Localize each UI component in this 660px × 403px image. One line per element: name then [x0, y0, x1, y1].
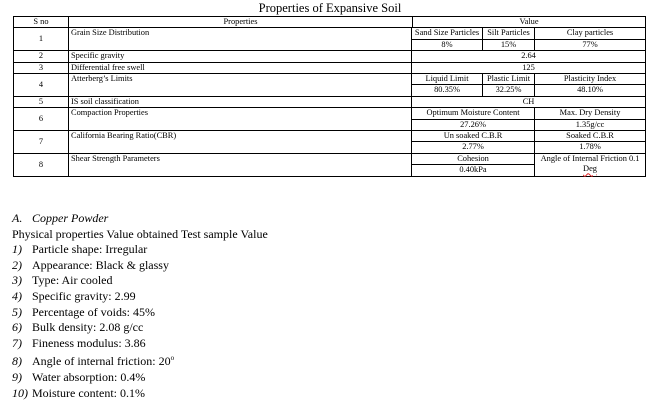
- table-row: [14, 96, 646, 107]
- cell-value: 1.35g/cc: [535, 119, 646, 130]
- row-property: IS soil classification: [69, 96, 412, 107]
- friction-cell: [535, 153, 646, 176]
- copper-powder-section: [12, 211, 268, 401]
- list-number: 5): [12, 304, 22, 319]
- list-item: [12, 305, 268, 321]
- header-value: Value: [413, 17, 646, 28]
- list-text: Type: Air cooled: [32, 273, 113, 288]
- header-properties: Properties: [69, 17, 413, 28]
- cell-label: Plastic Limit: [483, 74, 535, 85]
- list-number: 7): [12, 335, 22, 350]
- list-text: Particle shape: Irregular: [32, 242, 148, 257]
- list-text: Fineness modulus: 3.86: [32, 335, 146, 350]
- list-item: [12, 336, 268, 352]
- list-number: 6): [12, 320, 22, 335]
- table-row: [14, 131, 646, 142]
- table-row: [14, 28, 646, 39]
- list-text: Percentage of voids: 45%: [32, 304, 155, 319]
- list-number: 4): [12, 288, 22, 303]
- list-item: [12, 370, 268, 386]
- list-item: [12, 242, 268, 258]
- row-property: Shear Strength Parameters: [69, 153, 412, 176]
- row-property: Differential free swell: [69, 62, 412, 73]
- row-property: California Bearing Ratio(CBR): [69, 131, 412, 154]
- cell-label: Liquid Limit: [412, 74, 483, 85]
- section-subheading: Physical properties Value obtained Test sample Value: [12, 226, 268, 241]
- cell-label: Plasticity Index: [535, 74, 646, 85]
- list-item: [12, 351, 268, 370]
- list-text: Bulk density: 2.08 g/cc: [32, 320, 144, 335]
- list-number: 9): [12, 369, 22, 384]
- list-number: 1): [12, 242, 22, 257]
- table-row: [14, 62, 646, 73]
- cell-value: 1.78%: [535, 142, 646, 153]
- list-number: 8): [12, 354, 22, 369]
- list-text: Moisture content: 0.1%: [32, 385, 145, 400]
- table-row: [14, 74, 646, 85]
- cell-value: CH: [412, 96, 646, 107]
- cell-label: Soaked C.B.R: [535, 131, 646, 142]
- cell-label: Cohesion: [412, 153, 535, 164]
- cell-label: Optimum Moisture Content: [412, 108, 535, 119]
- list-number: 10): [12, 385, 28, 400]
- row-sno: 6: [14, 108, 69, 131]
- cell-label: Sand Size Particles: [412, 28, 483, 39]
- list-item: [12, 320, 268, 336]
- header-sno: S no: [14, 17, 69, 28]
- row-sno: 7: [14, 131, 69, 154]
- cell-value: 27.26%: [412, 119, 535, 130]
- row-sno: 3: [14, 62, 69, 73]
- row-sno: 4: [14, 74, 69, 97]
- table-row: [14, 108, 646, 119]
- cell-label: Un soaked C.B.R: [412, 131, 535, 142]
- cell-label: Clay particles: [535, 28, 646, 39]
- row-property: Compaction Properties: [69, 108, 412, 131]
- row-property: Atterberg’s Limits: [69, 74, 412, 97]
- page-title: Properties of Expansive Soil: [258, 1, 402, 15]
- cell-value: 2.64: [412, 51, 646, 62]
- table-row: [14, 51, 646, 62]
- row-sno: 1: [14, 28, 69, 51]
- cell-value: 125: [412, 62, 646, 73]
- row-property: Grain Size Distribution: [69, 28, 412, 51]
- cell-value: 32.25%: [483, 85, 535, 96]
- list-text: Specific gravity: 2.99: [32, 288, 136, 303]
- cell-label: Angle of Internal Friction 0.1: [540, 153, 640, 163]
- list-item: [12, 258, 268, 274]
- cell-label: Silt Particles: [483, 28, 535, 39]
- section-title: Copper Powder: [32, 211, 109, 225]
- list-item: [12, 273, 268, 289]
- list-text: Appearance: Black & glassy: [32, 257, 169, 272]
- table-header-row: [14, 17, 646, 28]
- section-marker: A.: [12, 211, 23, 225]
- list-item: [12, 289, 268, 305]
- degree-superscript: o: [170, 354, 175, 363]
- cell-value: 48.10%: [535, 85, 646, 96]
- row-sno: 8: [14, 153, 69, 176]
- cell-label: Max. Dry Density: [535, 108, 646, 119]
- row-sno: 5: [14, 96, 69, 107]
- section-heading: [12, 211, 268, 227]
- expansive-soil-table: [13, 16, 646, 177]
- list-text: Water absorption: 0.4%: [32, 369, 146, 384]
- list-number: 2): [12, 257, 22, 272]
- row-sno: 2: [14, 51, 69, 62]
- list-number: 3): [12, 273, 22, 288]
- cell-value: 77%: [535, 39, 646, 50]
- cell-value: 15%: [483, 39, 535, 50]
- table-row: [14, 153, 646, 164]
- cell-unit: Deg: [583, 164, 597, 174]
- cell-value: 0.40kPa: [412, 165, 535, 176]
- row-property: Specific gravity: [69, 51, 412, 62]
- list-item: [12, 386, 268, 402]
- cell-value: 80.35%: [412, 85, 483, 96]
- cell-value: 2.77%: [412, 142, 535, 153]
- list-text: Angle of internal friction: 20: [32, 354, 171, 369]
- cell-value: 8%: [412, 39, 483, 50]
